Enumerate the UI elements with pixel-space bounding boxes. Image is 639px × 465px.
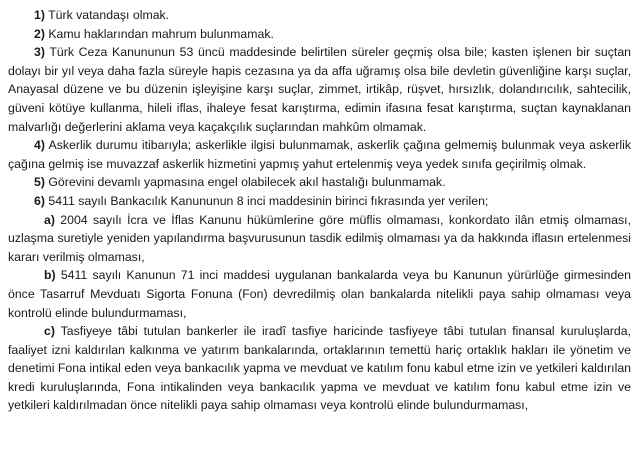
condition-item-6 bbox=[8, 192, 631, 211]
condition-item-1 bbox=[8, 6, 631, 25]
sub-item-number: b) bbox=[44, 268, 56, 283]
sub-item-number: a) bbox=[44, 212, 55, 227]
sub-item-text: 2004 sayılı İcra ve İflas Kanunu hükümlerine göre müflis olmaması, konkordato ilân etmiş olmaması, uzlaşma suretiyle yeniden yapılandırma başvurusunun tasdik edilmiş olmaması ya da hakkında iflasın ertelenmesi kararı verilmiş olmaması, bbox=[8, 212, 631, 264]
sub-item-a bbox=[8, 211, 631, 267]
item-text: Askerlik durumu itibarıyla; askerlikle ilgisi bulunmamak, askerlik çağına gelmemiş bulunmak veya askerlik çağına gelmiş ise muvazzaf askerlik hizmetini yapmış yahut ertelenmiş veya yedek sınıfa geçirilmiş olmak. bbox=[8, 138, 631, 171]
item-number: 6) bbox=[34, 193, 45, 208]
item-text: Görevini devamlı yapmasına engel olabilecek akıl hastalığı bulunmamak. bbox=[44, 175, 446, 190]
item-text: 5411 sayılı Bankacılık Kanununun 8 inci maddesinin birinci fıkrasında yer verilen; bbox=[44, 193, 489, 208]
sub-item-c bbox=[8, 322, 631, 415]
item-number: 5) bbox=[34, 175, 45, 190]
condition-item-4 bbox=[8, 136, 631, 173]
item-number: 1) bbox=[34, 8, 45, 22]
condition-item-5 bbox=[8, 173, 631, 192]
item-number: 3) bbox=[34, 45, 45, 60]
condition-item-3 bbox=[8, 43, 631, 136]
item-number: 2) bbox=[34, 26, 45, 41]
sub-item-b bbox=[8, 266, 631, 322]
sub-item-text: 5411 sayılı Kanunun 71 inci maddesi uygulanan bankalarda veya bu Kanunun yürürlüğe girmesinden önce Tasarruf Mevduatı Sigorta Fonuna (Fon) devredilmiş olan bankalarda nitelikli paya sahip olmaması veya kontrolü elinde bulundurmaması, bbox=[8, 268, 631, 320]
item-text: Türk vatandaşı olmak. bbox=[44, 8, 170, 22]
item-number: 4) bbox=[34, 138, 45, 153]
condition-item-2 bbox=[8, 25, 631, 44]
item-text: Türk Ceza Kanununun 53 üncü maddesinde belirtilen süreler geçmiş olsa bile; kasten işlenen bir suçtan dolayı bir yıl veya daha fazla süreyle hapis cezasına ya da affa uğramış olsa bile devletin güvenliğine karşı suçlar, Anayasal düzene ve bu düzenin işleyişine karşı suçlar, zimmet, irtikâp, rüşvet, hırsızlık, dolandırıcılık, sahtecilik, güveni kötüye kullanma, hileli iflas, ihaleye fesat karıştırma, edimin ifasına fesat karıştırma, suçtan kaynaklanan malvarlığı değerlerini aklama veya kaçakçılık suçlarından mahkûm olmamak. bbox=[8, 45, 631, 134]
sub-item-text: Tasfiyeye tâbi tutulan bankerler ile iradî tasfiye haricinde tasfiyeye tâbi tutulan finansal kuruluşlarda, faaliyet izni kaldırılan kalkınma ve yatırım bankalarında, ortaklarının temettü hariç ortaklık hakları ile yönetim ve denetimi Fona intikal eden veya bankacılık yapma ve mevduat ve katılım fonu kabul etme izin ve yetkileri kaldırılan kredi kuruluşlarında, Fona intikalinden veya bankacılık yapma ve mevduat ve katılım fonu kabul etme izin ve yetkileri kaldırılmadan önce nitelikli paya sahip olmaması veya kontrolü elinde bulundurmaması, bbox=[8, 324, 631, 413]
item-text: Kamu haklarından mahrum bulunmamak. bbox=[44, 26, 274, 41]
sub-item-number: c) bbox=[44, 324, 55, 339]
